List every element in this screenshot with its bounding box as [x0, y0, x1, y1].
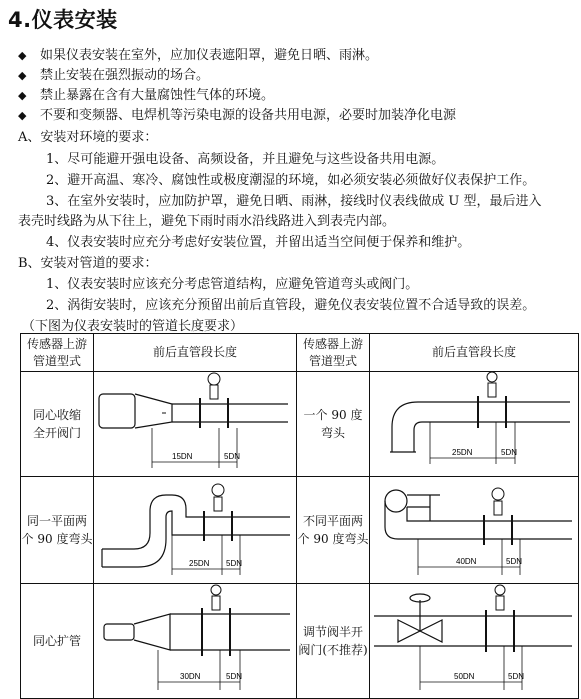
pipe-type-label: 全开阀门	[32, 426, 81, 440]
pipe-type-label: 同心扩管	[32, 634, 81, 648]
pipe-type-label: 一个 90 度	[303, 408, 363, 422]
col-header-length: 前后直管段长度	[152, 345, 237, 359]
pipe-type-label: 个 90 度弯头	[297, 532, 369, 546]
downstream-length-label: 5DN	[224, 452, 241, 461]
env-heading: A、安装对环境的要求：	[18, 130, 158, 145]
bullet-text: 如果仪表安装在室外，应加仪表遮阳罩，避免日晒、雨淋。	[40, 48, 379, 63]
table-header-row	[21, 334, 579, 372]
upstream-length-label: 40DN	[456, 557, 477, 566]
pipe-type-label: 阀门(不推荐)	[298, 643, 368, 657]
diamond-bullet-icon: ◆	[18, 89, 27, 102]
col-header-length: 前后直管段长度	[431, 345, 516, 359]
upstream-length-label: 15DN	[172, 452, 193, 461]
two-elbows-different-plane-diagram	[370, 477, 578, 579]
env-item: 2、避开高温、寒冷、腐蚀性或极度潮湿的环境，如必须安装必须做好仪表保护工作。	[46, 173, 536, 188]
pipe-item: 2、涡街安装时，应该充分预留出前后直管段，避免仪表安装位置不合适导致的误差。	[46, 298, 536, 313]
table-row	[21, 372, 579, 477]
pipe-heading: B、安装对管道的要求：	[18, 256, 158, 271]
pipe-type-label: 同一平面两	[26, 514, 87, 528]
col-header-type: 传感器上游	[302, 336, 363, 351]
single-elbow-diagram	[370, 372, 578, 472]
downstream-length-label: 5DN	[226, 672, 243, 681]
concentric-reducer-diagram	[94, 372, 296, 472]
downstream-length-label: 5DN	[508, 672, 525, 681]
diamond-bullet-icon: ◆	[18, 69, 27, 82]
pipe-length-table	[20, 333, 579, 699]
bullet-text: 禁止暴露在含有大量腐蚀性气体的环境。	[40, 88, 275, 103]
table-row	[21, 477, 579, 584]
pipe-type-label: 个 90 度弯头	[21, 532, 93, 546]
bullet-text: 禁止安装在强烈振动的场合。	[40, 68, 210, 83]
concentric-expander-diagram	[94, 584, 296, 694]
upstream-length-label: 30DN	[180, 672, 201, 681]
bullet-text: 不要和变频器、电焊机等污染电源的设备共用电源，必要时加装净化电源	[40, 108, 457, 123]
pipe-type-label: 弯头	[320, 426, 345, 440]
env-item: 3、在室外安装时，应加防护罩，避免日晒、雨淋，接线时仪表线做成 U 型，最后进入	[46, 194, 542, 209]
upstream-length-label: 50DN	[454, 672, 475, 681]
bullet-item	[18, 84, 274, 103]
pipe-type-label: 调节阀半开	[302, 625, 363, 639]
control-valve-diagram	[370, 584, 578, 694]
upstream-length-label: 25DN	[189, 559, 210, 568]
col-header-type: 管道型式	[308, 353, 357, 368]
col-header-type: 传感器上游	[26, 336, 87, 351]
downstream-length-label: 5DN	[226, 559, 243, 568]
env-item: 1、尽可能避开强电设备、高频设备，并且避免与这些设备共用电源。	[46, 152, 445, 167]
upstream-length-label: 25DN	[452, 448, 473, 457]
table-row	[21, 584, 579, 699]
diagram-note: （下图为仪表安装时的管道长度要求）	[22, 319, 244, 334]
pipe-item: 1、仪表安装时应该充分考虑管道结构，应避免管道弯头或阀门。	[46, 277, 419, 292]
bullet-item	[18, 64, 209, 83]
bullet-item	[18, 104, 456, 123]
col-header-type: 管道型式	[32, 353, 81, 368]
diamond-bullet-icon: ◆	[18, 109, 27, 122]
diamond-bullet-icon: ◆	[18, 49, 27, 62]
env-item-continued: 表壳时线路为从下往上，避免下雨时雨水沿线路进入到表壳内部。	[18, 214, 396, 229]
env-item: 4、仪表安装时应充分考虑好安装位置，并留出适当空间便于保养和维护。	[46, 235, 471, 250]
bullet-item	[18, 44, 378, 63]
section-title: 4.仪表安装	[8, 8, 118, 32]
downstream-length-label: 5DN	[506, 557, 523, 566]
pipe-type-label: 同心收缩	[32, 408, 81, 422]
pipe-type-label: 不同平面两	[302, 514, 363, 528]
two-elbows-same-plane-diagram	[94, 477, 296, 579]
downstream-length-label: 5DN	[501, 448, 518, 457]
